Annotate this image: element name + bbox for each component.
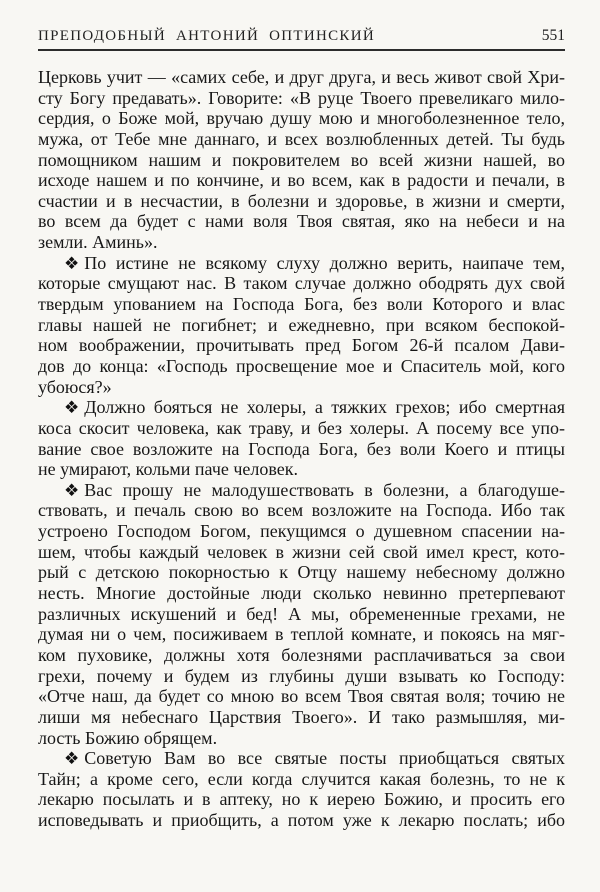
text-line: Церковь учит — «самих себе, и друг друга, и весь живот свой Хри- xyxy=(38,67,565,87)
text-line: коса скосит человека, как траву, и без холеры. А посему все упо- xyxy=(38,417,565,438)
paragraph xyxy=(38,67,565,253)
text-line: Тайн; а кроме сего, если когда случится какая болезнь, то не к xyxy=(38,768,565,789)
paragraph-marker-icon: ❖ xyxy=(64,398,80,418)
chapter-title: ПРЕПОДОБНЫЙ АНТОНИЙ ОПТИНСКИЙ xyxy=(38,28,376,44)
text-line: думая ни о чем, посиживаем в теплой комнате, и покоясь на мяг- xyxy=(38,624,565,645)
page-body xyxy=(38,67,565,831)
paragraph xyxy=(38,480,565,748)
text-line: сту Богу предавать». Говорите: «В руце Твоего превеликаго мило- xyxy=(38,87,565,108)
text-line: ❖ По истине не всякому слуху должно верить, наипаче тем, xyxy=(64,252,565,273)
text-line: несть. Многие достойные люди сколько невинно претерпевают xyxy=(38,583,565,604)
text-line: ствовать, и печаль свою во всем возложите на Господа. Ибо так xyxy=(38,500,565,521)
text-line: мужа, от Тебе мне даннаго, и всех возлюбленных детей. Ты будь xyxy=(38,128,565,149)
text-line: земли. Аминь». xyxy=(38,232,158,253)
text-line: различных искушений и бед! А мы, обремененные грехами, не xyxy=(38,603,565,624)
text-line: вание свое возложите на Господа Бога, без воли Коего и птицы xyxy=(38,438,565,459)
text-line: убоюся?» xyxy=(38,376,112,397)
text-line: счастии и в несчастии, в болезни и здоровье, в жизни и смерти, xyxy=(38,190,565,211)
paragraph xyxy=(38,253,565,397)
text-line: лиши мя небеснаго Царствия Твоего». И тако размышляя, ми- xyxy=(38,706,565,727)
text-line: сердия, о Боже мой, вручаю душу мою и многоболезненное тело, xyxy=(38,108,565,129)
text-line: ком пуховике, должны хотя болезнями расплачиваться за свои xyxy=(38,644,565,665)
text-line: исповедывать и приобщить, а потом уже к лекарю послать; ибо xyxy=(38,810,565,831)
text-line: которые смущают нас. В таком случае должно ободрять дух свой xyxy=(38,273,565,294)
text-line: грехи, почему и будем из глубины души взывать ко Господу: xyxy=(38,665,565,686)
page-number: 551 xyxy=(541,27,565,44)
text-line: дов до конца: «Господь просвещение мое и Спаситель мой, кого xyxy=(38,355,565,376)
running-header xyxy=(38,27,565,51)
text-line: лекарю посылать и в аптеку, но к иерею Божию, и просить его xyxy=(38,789,565,810)
text-line: «Отче наш, да будет со мною во всем Твоя святая воля; точию не xyxy=(38,686,565,707)
paragraph xyxy=(38,397,565,480)
text-line: шем, чтобы каждый человек в жизни сей свой имел крест, кото- xyxy=(38,541,565,562)
text-line: главы нашей не погибнет; и ежедневно, при всяком беспокой- xyxy=(38,314,565,335)
paragraph-marker-icon: ❖ xyxy=(64,480,80,500)
text-line: ном воображении, прочитывать пред Богом 26-й псалом Дави- xyxy=(38,335,565,356)
paragraph-marker-icon: ❖ xyxy=(64,253,80,273)
text-line: во всем да будет с нами воля Твоя святая, яко на небеси и на xyxy=(38,211,565,232)
paragraph-marker-icon: ❖ xyxy=(64,749,80,769)
text-line: лость Божию обрящем. xyxy=(38,727,218,748)
text-line: устроено Господом Богом, пекущимся о душевном спасении на- xyxy=(38,521,565,542)
text-line: исходе нашем и по кончине, и во всем, как в радости и печали, в xyxy=(38,170,565,191)
text-line: ❖ Советую Вам во все святые посты приобщаться святых xyxy=(64,748,565,769)
text-line: не умирают, кольми паче человек. xyxy=(38,459,299,480)
text-line: ❖ Вас прошу не малодушествовать в болезни, а благодуше- xyxy=(64,479,565,500)
paragraph xyxy=(38,748,565,831)
text-line: твердым упованием на Господа Бога, без воли Которого и влас xyxy=(38,294,565,315)
text-line: рый с детскою покорностью к Отцу нашему небесному должно xyxy=(38,562,565,583)
text-line: помощником нашим и покровителем во всей жизни нашей, во xyxy=(38,149,565,170)
text-line: ❖ Должно бояться не холеры, а тяжких грехов; ибо смертная xyxy=(64,397,565,418)
